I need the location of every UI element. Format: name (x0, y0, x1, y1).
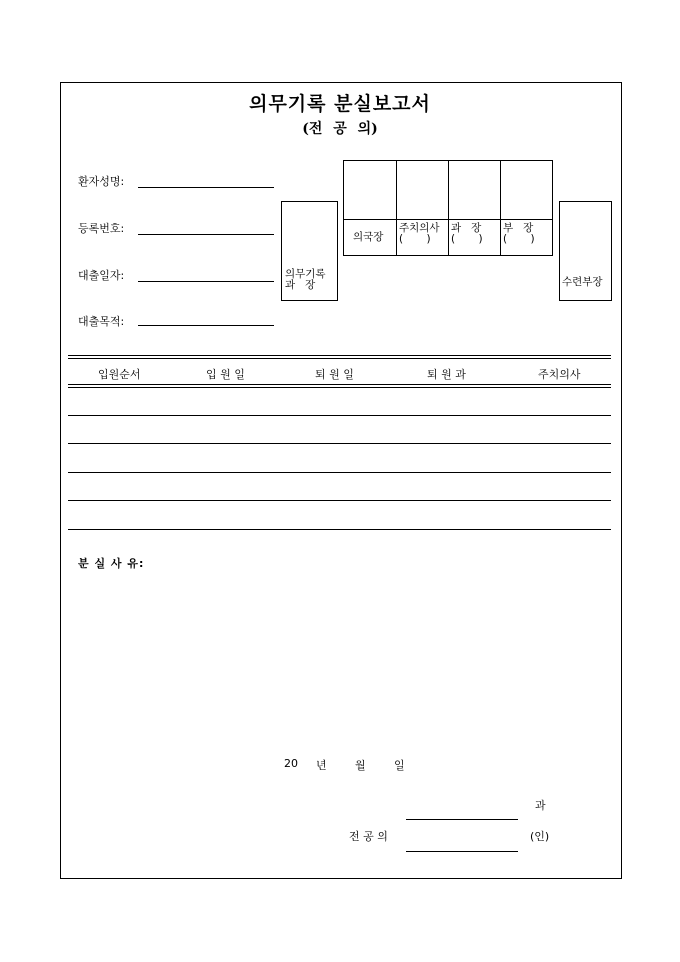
registration-number-label: 등록번호: (78, 222, 125, 235)
loan-purpose-label: 대출목적: (78, 315, 125, 328)
records-chief-approval-box (281, 201, 338, 301)
resident-label: 전 공 의 (349, 830, 388, 843)
seal-label: (인) (530, 830, 550, 843)
division-head-label: 부 장 ( ) (503, 222, 535, 245)
training-head-label: 수련부장 (562, 276, 603, 288)
table-row[interactable] (68, 500, 611, 501)
date-year-label: 년 (316, 759, 327, 772)
patient-name-label: 환자성명: (78, 175, 125, 188)
director-label: 의국장 (353, 231, 384, 243)
date-year-prefix: 20 (284, 757, 298, 770)
table-row[interactable] (68, 443, 611, 444)
loss-reason-label: 분 실 사 유: (78, 557, 145, 570)
patient-name-field[interactable] (138, 187, 274, 188)
table-row[interactable] (68, 415, 611, 416)
form-title: 의무기록 분실보고서 (249, 93, 431, 115)
attending-label: 주치의사 ( ) (399, 222, 440, 245)
form-subtitle: (전 공 의) (302, 121, 378, 137)
table-row[interactable] (68, 529, 611, 530)
date-day-label: 일 (394, 759, 405, 772)
col-discharge-dept: 퇴 원 과 (427, 368, 466, 381)
dept-head-label: 과 장 ( ) (451, 222, 483, 245)
department-field[interactable] (406, 819, 518, 820)
training-head-approval-box (559, 201, 612, 301)
col-admission-date: 입 원 일 (206, 368, 245, 381)
registration-number-field[interactable] (138, 234, 274, 235)
col-attending-physician: 주치의사 (538, 368, 581, 381)
approval-grid (343, 160, 553, 256)
resident-signature-field[interactable] (406, 851, 518, 852)
col-discharge-date: 퇴 원 일 (315, 368, 354, 381)
date-month-label: 월 (355, 759, 366, 772)
table-row[interactable] (68, 472, 611, 473)
col-admission-order: 입원순서 (98, 368, 141, 381)
records-chief-label: 의무기록 과 장 (285, 268, 326, 291)
loan-purpose-field[interactable] (138, 325, 274, 326)
loan-date-label: 대출일자: (78, 269, 125, 282)
loan-date-field[interactable] (138, 281, 274, 282)
department-suffix: 과 (535, 799, 546, 812)
